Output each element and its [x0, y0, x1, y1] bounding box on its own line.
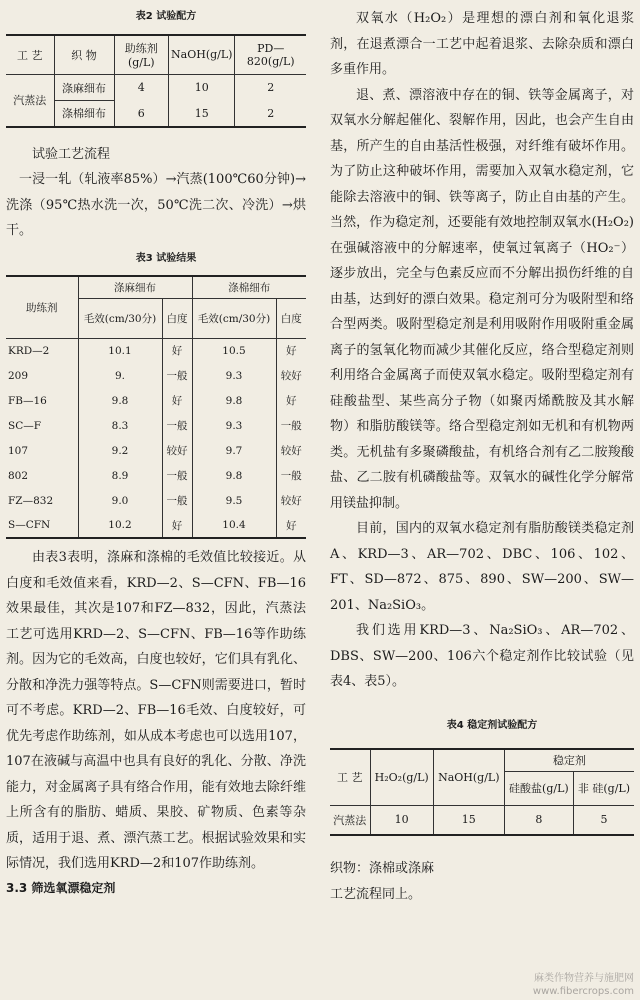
table-row: [6, 363, 306, 388]
table3-cell: 8.9: [78, 463, 162, 488]
table3-cell: 9.8: [192, 388, 276, 413]
paragraph-h2o2: 双氧水（H₂O₂）是理想的漂白剂和氧化退浆剂，在退煮漂合一工艺中起着退浆、去除杂质和漂白多重作用。: [330, 11, 634, 77]
table3-cell: 10.2: [78, 513, 162, 538]
table3-header-group2: 涤棉细布: [192, 276, 306, 298]
table4-cell: 10: [370, 805, 433, 835]
table-row: [6, 438, 306, 463]
table2-cell: 6: [114, 101, 169, 127]
table3-cell: 一般: [162, 488, 192, 513]
table3-cell: 9.2: [78, 438, 162, 463]
table2-header-auxiliary: 助练剂(g/L): [114, 35, 169, 75]
table3-cell: 9.3: [192, 363, 276, 388]
table-row: [6, 75, 306, 101]
table3: [6, 275, 306, 539]
table3-cell: 9.8: [192, 463, 276, 488]
table4-header-silicate: 硅酸盐(g/L): [504, 771, 573, 805]
table3-header-capillary: 毛效(cm/30分): [78, 298, 162, 338]
table3-cell: 107: [6, 438, 78, 463]
table3-header-whiteness: 白度: [162, 298, 192, 338]
table3-cell: 一般: [280, 470, 302, 482]
table3-cell: KRD—2: [6, 338, 78, 363]
table-row: [6, 513, 306, 538]
table3-cell: 9.0: [78, 488, 162, 513]
table3-cell: 9.7: [192, 438, 276, 463]
table3-cell: 好: [286, 395, 297, 407]
table4-header-naoh: NaOH(g/L): [433, 749, 504, 805]
table-row: [6, 488, 306, 513]
table2-header-process: 工 艺: [6, 35, 54, 75]
table-row: [6, 463, 306, 488]
table3-header-whiteness: 白度: [276, 298, 306, 338]
table3-cell: 10.1: [78, 338, 162, 363]
table4-header-process: 工 艺: [330, 749, 370, 805]
table3-cell: FB—16: [6, 388, 78, 413]
watermark-line1: 麻类作物营养与施肥网: [534, 973, 634, 984]
table3-cell: FZ—832: [6, 488, 78, 513]
table3-cell: 好: [162, 513, 192, 538]
table3-cell: 9.: [78, 363, 162, 388]
table3-cell: 9.3: [192, 413, 276, 438]
table3-header-group1: 涤麻细布: [78, 276, 192, 298]
table2-cell: 15: [169, 101, 235, 127]
table3-cell: 较好: [162, 438, 192, 463]
table2-cell: 2: [267, 106, 275, 120]
table2-header-naoh: NaOH(g/L): [169, 35, 235, 75]
table3-cell: 好: [162, 338, 192, 363]
table-row: [6, 338, 306, 363]
table3-cell: 较好: [280, 370, 302, 382]
table3-header-auxiliary: 助练剂: [6, 276, 78, 338]
table3-cell: 209: [6, 363, 78, 388]
table2-header-fabric: 织 物: [54, 35, 114, 75]
table3-cell: 一般: [280, 420, 302, 432]
table3-header-capillary: 毛效(cm/30分): [192, 298, 276, 338]
table4-caption: 表4 稳定剂试验配方: [446, 719, 538, 731]
table3-cell: 好: [286, 519, 297, 532]
right-column: [330, 0, 634, 907]
table2-cell: 4: [114, 75, 169, 101]
table3-cell: 一般: [162, 413, 192, 438]
watermark-line2: www.fibercrops.com: [532, 986, 634, 997]
table3-caption: 表3 试验结果: [135, 252, 197, 264]
watermark: [533, 972, 634, 998]
table3-cell: 802: [6, 463, 78, 488]
table2-cell: 2: [267, 81, 275, 95]
table4-cell: 8: [504, 805, 573, 835]
table3-cell: 好: [162, 388, 192, 413]
left-paragraph: 由表3表明，涤麻和涤棉的毛效值比较接近。从白度和毛效值来看，KRD—2、S—CFN、FB—16效果最佳，其次是107和FZ—832，因此，汽蒸法工艺可选用KRD—2、S—CFN、FB—16等作助练剂。因为它的毛效高，白度也较好，它们具有乳化、分散和净洗力强等特点。S—CFN则需要进口，暂时可不考虑。KRD—2、FB—16毛效、白度较好，可优先考虑作助练剂，如从成本考虑也可以选用107，107在液碱与高温中也具有良好的乳化、分散、净洗能力，对金属离子具有络合作用，能有效地去除纤维上所含有的脂肪、蜡质、果胶、矿物质、色素等杂质，适用于退、煮、漂汽蒸工艺。根据试验效果和实际情况，我们选用KRD—2和107作助练剂。: [6, 550, 306, 871]
table3-cell: 10.4: [192, 513, 276, 538]
paragraph-stabilizers: 目前，国内的双氧水稳定剂有脂肪酸镁类稳定剂A、KRD—3、AR—702、DBC、106、102、FT、SD—872、875、890、SW—200、SW—201、Na₂SiO₃。: [330, 521, 634, 613]
table3-cell: 较好: [280, 445, 302, 457]
table4: [330, 748, 634, 836]
table4-header-stabilizer: 稳定剂: [504, 749, 634, 771]
table3-cell: 9.8: [78, 388, 162, 413]
table4-cell: 5: [600, 813, 608, 827]
table2-header-pd: PD—820(g/L): [235, 35, 306, 75]
table2-caption: 表2 试验配方: [135, 11, 197, 22]
table3-cell: 10.5: [192, 338, 276, 363]
table3-cell: 好: [286, 345, 297, 358]
table3-cell: 较好: [280, 495, 302, 507]
table4-header-h2o2: H₂O₂(g/L): [370, 749, 433, 805]
bottom-process-line: 工艺流程同上。: [330, 886, 422, 902]
table4-header-nonsilicate: 非 硅(g/L): [573, 771, 634, 805]
table2-cell: 涤麻细布: [54, 75, 114, 101]
bottom-fabric-line: 织物：涤棉或涤麻: [330, 861, 435, 876]
table-row: [6, 413, 306, 438]
paragraph-selection: 我们选用KRD—3、Na₂SiO₃、AR—702、DBS、SW—200、106六个稳定剂作比较试验（见表4、表5）。: [330, 623, 634, 689]
left-column: [6, 0, 306, 896]
table2: [6, 34, 306, 128]
table3-cell: SC—F: [6, 413, 78, 438]
table2-process: 汽蒸法: [6, 75, 54, 127]
table4-cell: 汽蒸法: [330, 805, 370, 835]
section-heading: 3.3 筛选氧漂稳定剂: [6, 880, 116, 895]
table3-cell: 一般: [162, 463, 192, 488]
table2-cell: 涤棉细布: [54, 101, 114, 127]
table3-cell: 8.3: [78, 413, 162, 438]
table-row: [6, 388, 306, 413]
table3-cell: S—CFN: [6, 513, 78, 538]
table4-cell: 15: [433, 805, 504, 835]
paragraph-metal-ions: 退、煮、漂溶液中存在的铜、铁等金属离子，对双氧水分解起催化、裂解作用，因此，也会产生自由基，所产生的自由基活性极强，对纤维有破坏作用。为了防止这种破坏作用，需要加入双氧水稳定剂，它能除去溶液中的铜、铁等离子，防止自由基的产生。当然，作为稳定剂，还要能有效地控制双氧水(H₂O₂)在强碱溶液中的分解速率，使氧过氧离子（HO₂⁻）逐步放出，完全与色素反应而不分解出损伤纤维的自由基，达到好的漂白效果。稳定剂可分为吸附型和络合型两类。吸附型稳定剂是利用吸附作用吸附重金属离子的氢氧化物而减少其催化反应，络合型稳定剂则利用络合金属离子而使双氧水稳定。吸附型稳定剂有硅酸盐型、某些高分子物（如聚丙烯酰胺及其水解物）和脂肪酸镁等。络合型稳定剂如无机和有机物两类。无机盐有多聚磷酸盐，有机络合剂有乙二胺羧酸盐、乙二胺有机磷酸盐等。双氧水的碱性化学分解常用镁盐抑制。: [330, 87, 634, 511]
table3-cell: 一般: [162, 363, 192, 388]
flow-text: 一浸一轧（轧液率85%）→汽蒸(100℃60分钟)→洗涤（95℃热水洗一次，50℃洗二次、冷洗）→烘干。: [6, 172, 306, 238]
table-row: [330, 805, 634, 835]
flow-title: 试验工艺流程: [32, 146, 111, 162]
table3-cell: 9.5: [192, 488, 276, 513]
table2-cell: 10: [169, 75, 235, 101]
